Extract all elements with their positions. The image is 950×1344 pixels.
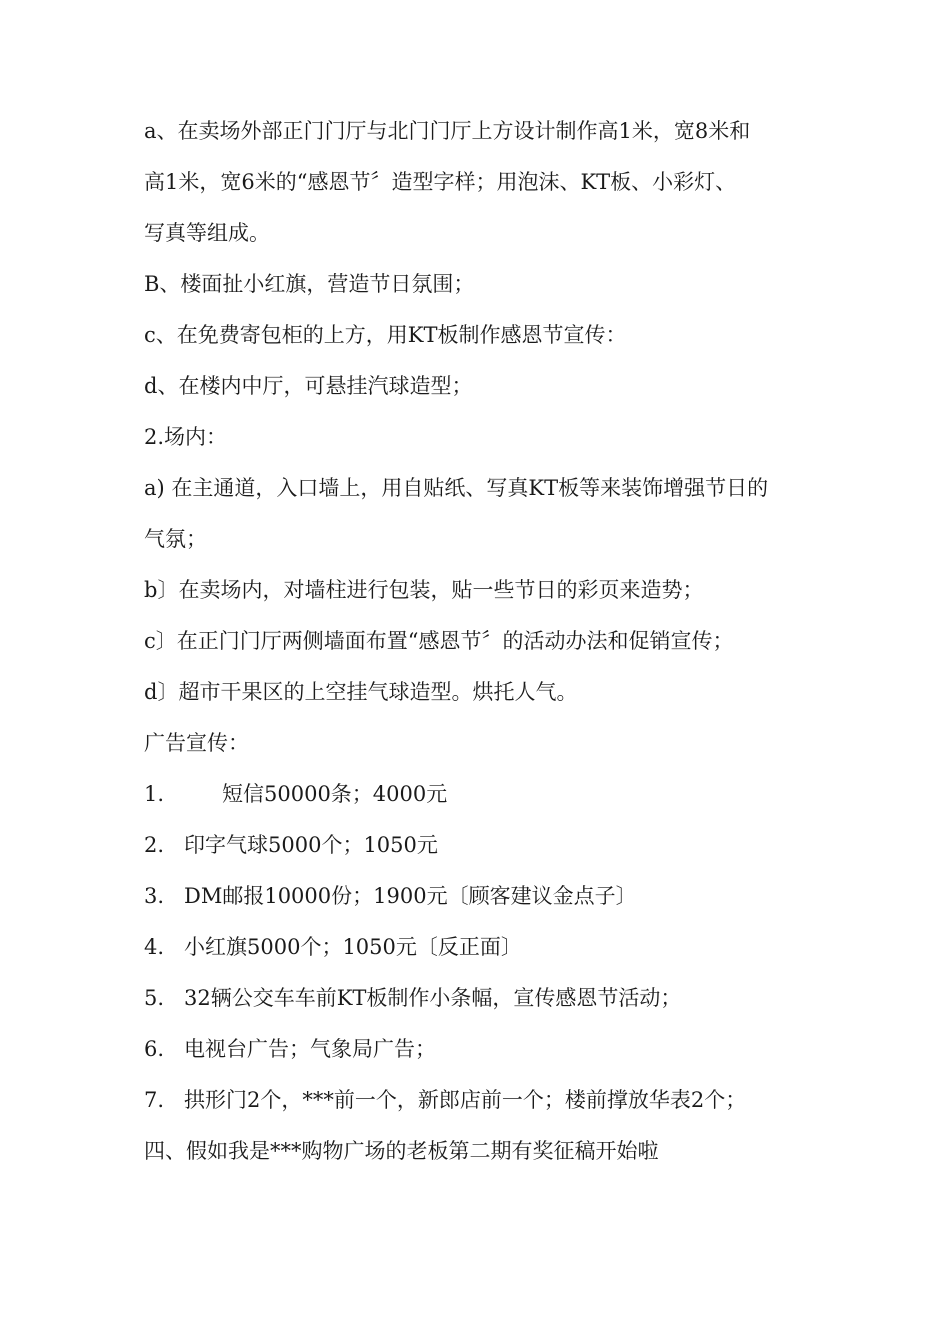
list-item (144, 1086, 746, 1114)
list-item-text: 电视台广告；气象局广告； (184, 1037, 436, 1061)
paragraph-line: a、在卖场外部正门门厅与北门门厅上方设计制作高1米，宽8米和 (144, 119, 751, 143)
list-item-number: 7. (144, 1088, 165, 1112)
paragraph-line: d〕超市干果区的上空挂气球造型。烘托人气。 (144, 680, 578, 704)
section-heading: 四、假如我是***购物广场的老板第二期有奖征稿开始啦 (144, 1139, 659, 1163)
paragraph-line: c、在免费寄包柜的上方，用KT板制作感恩节宣传： (144, 323, 627, 347)
paragraph-line: 高1米，宽6米的“感恩节〞造型字样；用泡沫、KT板、小彩灯、 (144, 170, 737, 194)
list-item-number: 3. (144, 884, 165, 908)
list-item-number: 4. (144, 935, 165, 959)
section-heading: 广告宣传： (144, 731, 249, 755)
paragraph-line: d、在楼内中厅，可悬挂汽球造型； (144, 374, 473, 398)
list-item-text: 短信50000条；4000元 (222, 782, 448, 806)
paragraph-line: b〕在卖场内，对墙柱进行包装，贴一些节日的彩页来造势； (144, 578, 704, 602)
list-item-text: 印字气球5000个；1050元 (184, 833, 438, 857)
list-item (144, 984, 681, 1012)
list-item-number: 1. (144, 782, 165, 806)
paragraph-line: 气氛； (144, 527, 207, 551)
list-item (144, 882, 637, 910)
list-item-number: 6. (144, 1037, 165, 1061)
paragraph-line: 写真等组成。 (144, 221, 270, 245)
list-item-text: 拱形门2个，***前一个，新郎店前一个；楼前撑放华表2个； (184, 1088, 747, 1112)
list-item-text: 32辆公交车车前KT板制作小条幅，宣传感恩节活动； (184, 986, 682, 1010)
list-item (144, 933, 522, 961)
paragraph-line: c〕在正门门厅两侧墙面布置“感恩节〞的活动办法和促销宣传； (144, 629, 734, 653)
list-item-text: 小红旗5000个；1050元〔反正面〕 (184, 935, 522, 959)
paragraph-line: B、楼面扯小红旗，营造节日氛围； (144, 272, 475, 296)
list-item-number: 5. (144, 986, 165, 1010)
list-item (144, 1035, 436, 1063)
section-heading: 2.场内： (144, 425, 228, 449)
list-item-number: 2. (144, 833, 165, 857)
list-item (144, 780, 447, 808)
list-item (144, 831, 438, 859)
list-item-text: DM邮报10000份；1900元〔顾客建议金点子〕 (184, 884, 637, 908)
paragraph-line: a) 在主通道，入口墙上，用自贴纸、写真KT板等来装饰增强节日的 (144, 476, 769, 500)
